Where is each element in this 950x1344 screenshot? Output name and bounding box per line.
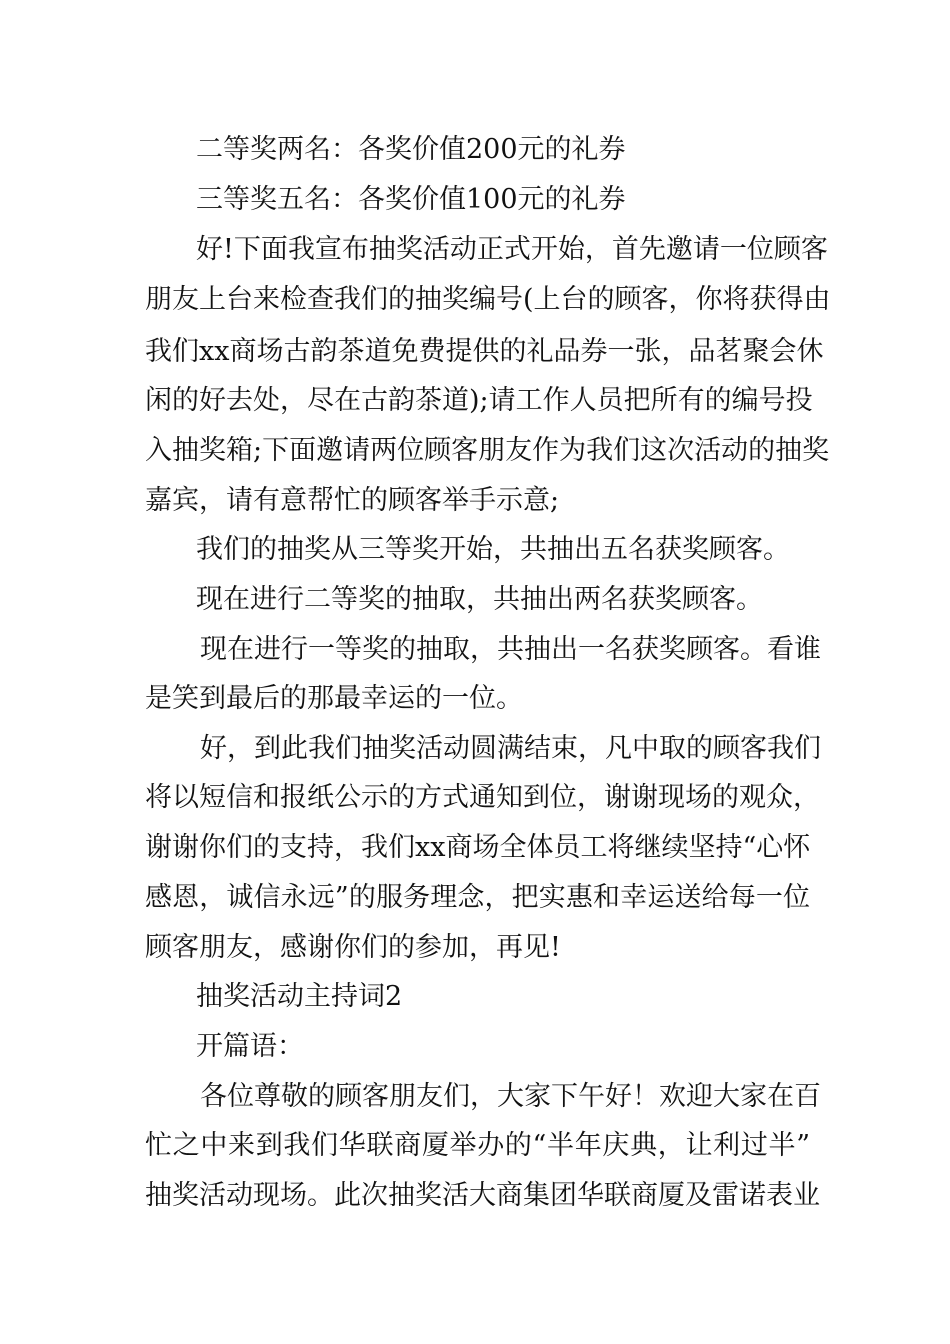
paragraph-line: 谢谢你们的支持，我们xx商场全体员工将继续坚持“心怀 — [145, 832, 811, 863]
paragraph-line: 嘉宾，请有意帮忙的顾客举手示意; — [145, 485, 560, 516]
paragraph-line: 将以短信和报纸公示的方式通知到位，谢谢现场的观众， — [145, 782, 820, 813]
paragraph-line: 抽奖活动现场。此次抽奖活大商集团华联商厦及雷诺表业 — [145, 1180, 820, 1211]
paragraph-line: 闲的好去处，尽在古韵茶道);请工作人员把所有的编号投 — [145, 385, 813, 416]
paragraph-line: 好，到此我们抽奖活动圆满结束，凡中取的顾客我们 — [200, 733, 821, 764]
paragraph-line: 感恩，诚信永远”的服务理念，把实惠和幸运送给每一位 — [145, 882, 810, 913]
paragraph-line: 忙之中来到我们华联商厦举办的“半年庆典，让利过半” — [145, 1130, 810, 1161]
paragraph-line: 是笑到最后的那最幸运的一位。 — [145, 683, 523, 714]
paragraph-line: 现在进行一等奖的抽取，共抽出一名获奖顾客。看谁 — [200, 634, 821, 665]
paragraph-line: 我们xx商场古韵茶道免费提供的礼品券一张，品茗聚会休 — [145, 336, 824, 367]
prize-second-line: 二等奖两名：各奖价值200元的礼券 — [196, 134, 626, 165]
opening-label: 开篇语： — [196, 1031, 304, 1062]
paragraph-line: 各位尊敬的顾客朋友们，大家下午好！欢迎大家在百 — [200, 1081, 821, 1112]
section-heading: 抽奖活动主持词2 — [196, 981, 403, 1012]
paragraph-line: 入抽奖箱;下面邀请两位顾客朋友作为我们这次活动的抽奖 — [145, 435, 830, 466]
paragraph-line: 好!下面我宣布抽奖活动正式开始，首先邀请一位顾客 — [196, 234, 828, 265]
paragraph-line: 我们的抽奖从三等奖开始，共抽出五名获奖顾客。 — [196, 534, 790, 565]
paragraph-line: 顾客朋友，感谢你们的参加，再见! — [145, 932, 561, 963]
paragraph-line: 朋友上台来检查我们的抽奖编号(上台的顾客，你将获得由 — [145, 284, 831, 315]
prize-third-line: 三等奖五名：各奖价值100元的礼券 — [196, 184, 626, 215]
paragraph-line: 现在进行二等奖的抽取，共抽出两名获奖顾客。 — [196, 584, 763, 615]
